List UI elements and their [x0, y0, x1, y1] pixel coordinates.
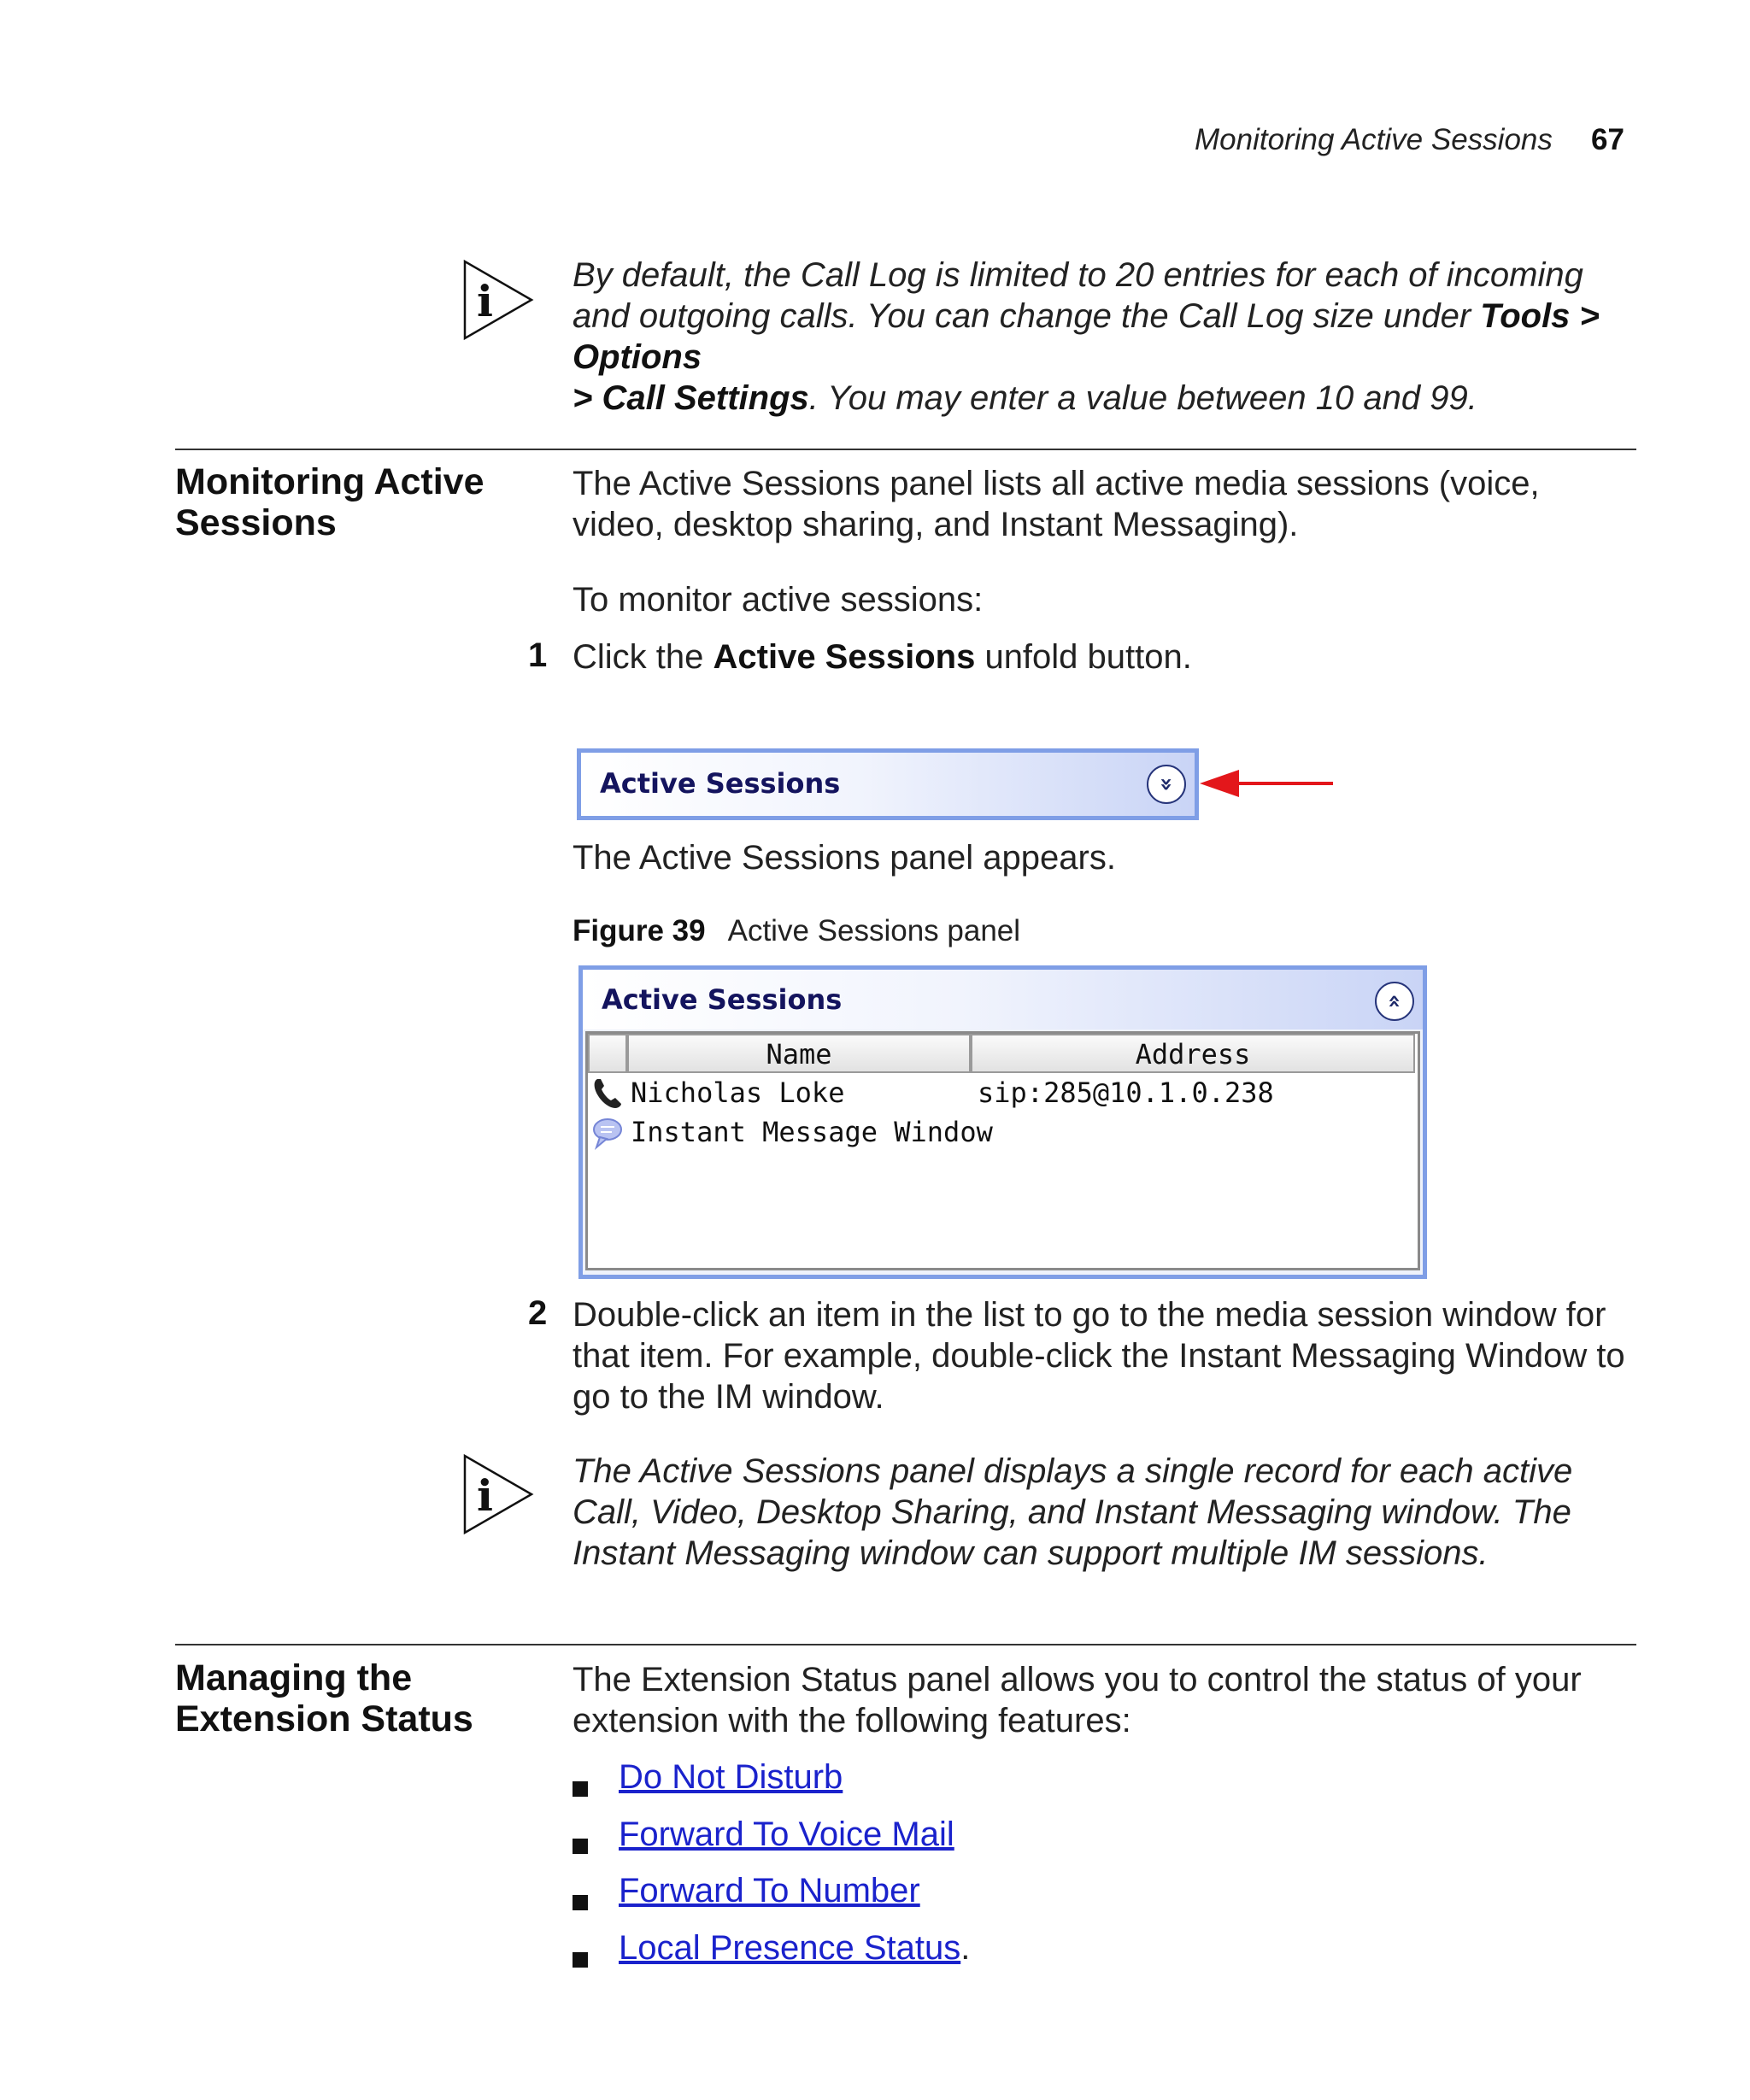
sessions-table — [585, 1031, 1420, 1270]
figure-caption: Figure 39 Active Sessions panel — [573, 914, 1021, 947]
chevron-down-icon: » — [1154, 777, 1179, 792]
fold-button[interactable] — [1375, 982, 1414, 1021]
step-number: 1 — [528, 636, 548, 674]
note-call-log: By default, the Call Log is limited to 20 entries for each of incoming and outgoing calls. You can change the Call Log size under Tools > Options > Call Settings. You may enter a value between 10 and 99. — [573, 256, 1600, 417]
session-name: Nicholas Loke — [631, 1076, 845, 1109]
step-2-text: Double-click an item in the list to go to the media session window for that item. For example, double-click the Instant Messaging Window to go to the IM window. — [573, 1296, 1625, 1416]
panel-title: Active Sessions — [602, 983, 843, 1016]
session-address: sip:285@10.1.0.238 — [978, 1076, 1274, 1109]
panel-appears-text: The Active Sessions panel appears. — [573, 839, 1116, 877]
link-local-presence-status[interactable]: Local Presence Status — [619, 1929, 961, 1967]
active-sessions-panel — [578, 965, 1427, 1279]
section-intro: The Extension Status panel allows you to control the status of your extension with the following features: — [573, 1661, 1582, 1739]
panel-title: Active Sessions — [600, 767, 841, 800]
bullet — [573, 1781, 588, 1797]
lead-in-text: To monitor active sessions: — [573, 581, 984, 619]
note-active-sessions: The Active Sessions panel displays a single record for each active Call, Video, Desktop Sharing, and Instant Messaging window. The Instant Messaging window can support multiple IM sessions. — [573, 1452, 1573, 1572]
svg-text:i: i — [477, 1470, 493, 1521]
section-divider — [175, 449, 1636, 450]
page-number: 67 — [1591, 123, 1624, 156]
menu-tools: Tools — [1480, 297, 1571, 335]
info-note-icon — [461, 1452, 535, 1536]
step-number: 2 — [528, 1294, 548, 1332]
link-do-not-disturb[interactable]: Do Not Disturb — [619, 1758, 843, 1796]
running-title: Monitoring Active Sessions — [1195, 123, 1553, 156]
bullet — [573, 1839, 588, 1854]
chat-bubble-icon — [591, 1116, 624, 1150]
unfold-button[interactable] — [1147, 765, 1186, 804]
link-forward-to-number[interactable]: Forward To Number — [619, 1872, 920, 1909]
table-row[interactable] — [588, 1075, 1417, 1112]
section-heading-extension-status: Managing the Extension Status — [175, 1657, 473, 1739]
info-note-icon — [461, 258, 535, 342]
panel-header — [583, 970, 1423, 1029]
section-divider — [175, 1644, 1636, 1645]
menu-call-settings: Call Settings — [602, 379, 809, 417]
menu-options: Options — [573, 338, 702, 376]
session-name: Instant Message Window — [631, 1116, 993, 1148]
svg-text:i: i — [477, 276, 493, 326]
last-link-line: Local Presence Status. — [619, 1929, 971, 1967]
phone-icon — [591, 1076, 624, 1111]
icon-column-header — [588, 1034, 627, 1073]
section-heading-monitoring: Monitoring Active Sessions — [175, 461, 484, 543]
table-row[interactable] — [588, 1114, 1417, 1152]
bullet — [573, 1895, 588, 1910]
step-1-text: Click the Active Sessions unfold button. — [573, 638, 1192, 676]
column-header-name[interactable]: Name — [627, 1034, 971, 1073]
chevron-up-icon: « — [1382, 994, 1407, 1009]
red-arrow-icon — [1196, 765, 1337, 802]
link-forward-to-voice-mail[interactable]: Forward To Voice Mail — [619, 1816, 954, 1853]
section-intro: The Active Sessions panel lists all active media sessions (voice, video, desktop sharing, and Instant Messaging). — [573, 465, 1540, 543]
column-header-address[interactable]: Address — [971, 1034, 1415, 1073]
bullet — [573, 1952, 588, 1968]
figure-label: Figure 39 — [573, 914, 706, 947]
active-sessions-collapsed-bar — [577, 748, 1199, 820]
